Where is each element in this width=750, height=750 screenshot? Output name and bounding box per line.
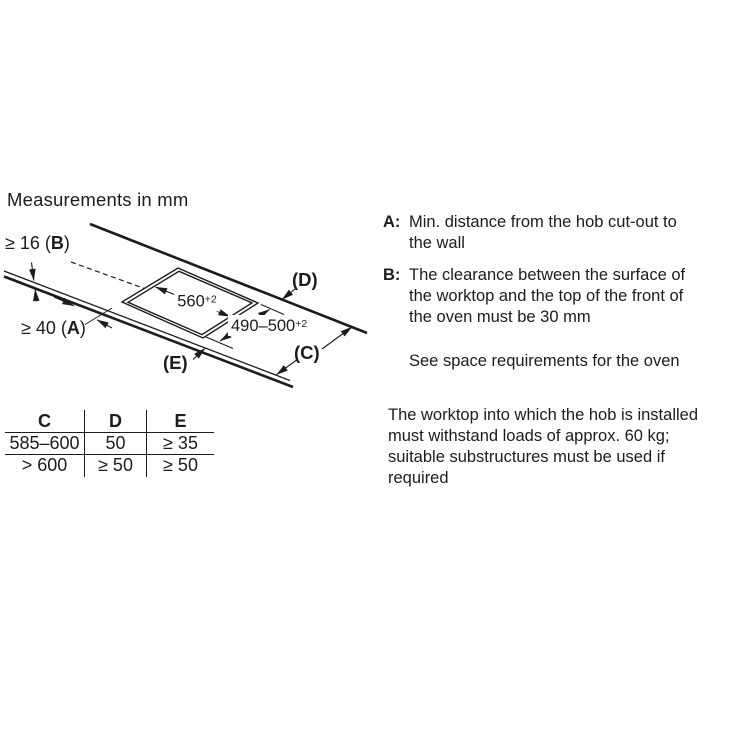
load-note-line: The worktop into which the hob is installed	[388, 406, 699, 424]
label-c: (C)	[294, 342, 320, 363]
dim-depth-tolerance: +2	[295, 318, 308, 330]
load-note-line: must withstand loads of approx. 60 kg;	[388, 427, 670, 445]
note-b-label: B:	[383, 266, 401, 284]
table-cell: ≥ 50	[85, 454, 147, 477]
dim-a-label	[21, 318, 86, 339]
load-note-line: required	[388, 469, 449, 487]
table-header-c: C	[5, 410, 85, 432]
dim-a-suffix: )	[79, 318, 86, 338]
table-cell: ≥ 35	[147, 432, 214, 454]
dim-b-letter: B	[50, 233, 64, 253]
load-note	[388, 405, 748, 489]
page-title: Measurements in mm	[7, 189, 189, 210]
dim-a-arrow-right	[97, 320, 112, 328]
dim-490-extension-bottom	[206, 337, 233, 349]
note-b	[383, 265, 743, 328]
note-b-line: the oven must be 30 mm	[409, 308, 591, 326]
note-a-line: Min. distance from the hob cut-out to	[409, 213, 677, 231]
table-cell: > 600	[5, 454, 85, 477]
dim-width-value: 560	[177, 292, 205, 311]
dim-a-prefix: ≥ 40 (	[21, 318, 67, 338]
label-d: (D)	[292, 269, 318, 290]
wall-dashed-line	[71, 262, 145, 289]
dim-b-prefix: ≥ 16 (	[5, 233, 51, 253]
dim-b-label	[5, 233, 70, 254]
note-b-line: The clearance between the surface of	[409, 266, 686, 284]
table-cell: 50	[85, 432, 147, 454]
dim-depth-490-500	[228, 315, 310, 336]
note-a	[383, 212, 743, 254]
note-a-line: the wall	[409, 234, 465, 252]
table-header-d: D	[85, 410, 147, 432]
load-note-line: suitable substructures must be used if	[388, 448, 665, 466]
dimensions-table	[5, 410, 214, 477]
dim-b-suffix: )	[63, 233, 70, 253]
note-a-label: A:	[383, 213, 401, 231]
dim-width-560	[174, 291, 220, 312]
dim-c-arrow-up	[322, 327, 352, 349]
dim-b-arrow-down	[32, 263, 34, 281]
table-header-e: E	[174, 411, 187, 431]
dim-width-tolerance: +2	[204, 293, 217, 306]
dim-depth-value: 490–500	[231, 317, 296, 335]
table-cell: 585–600	[5, 432, 85, 454]
table-cell: ≥ 50	[147, 454, 214, 477]
dim-a-letter: A	[66, 318, 80, 338]
label-e: (E)	[163, 352, 188, 373]
note-b-line: the worktop and the top of the front of	[409, 287, 684, 305]
dim-b-arrow-up	[35, 290, 36, 302]
see-space-note: See space requirements for the oven	[409, 352, 680, 370]
